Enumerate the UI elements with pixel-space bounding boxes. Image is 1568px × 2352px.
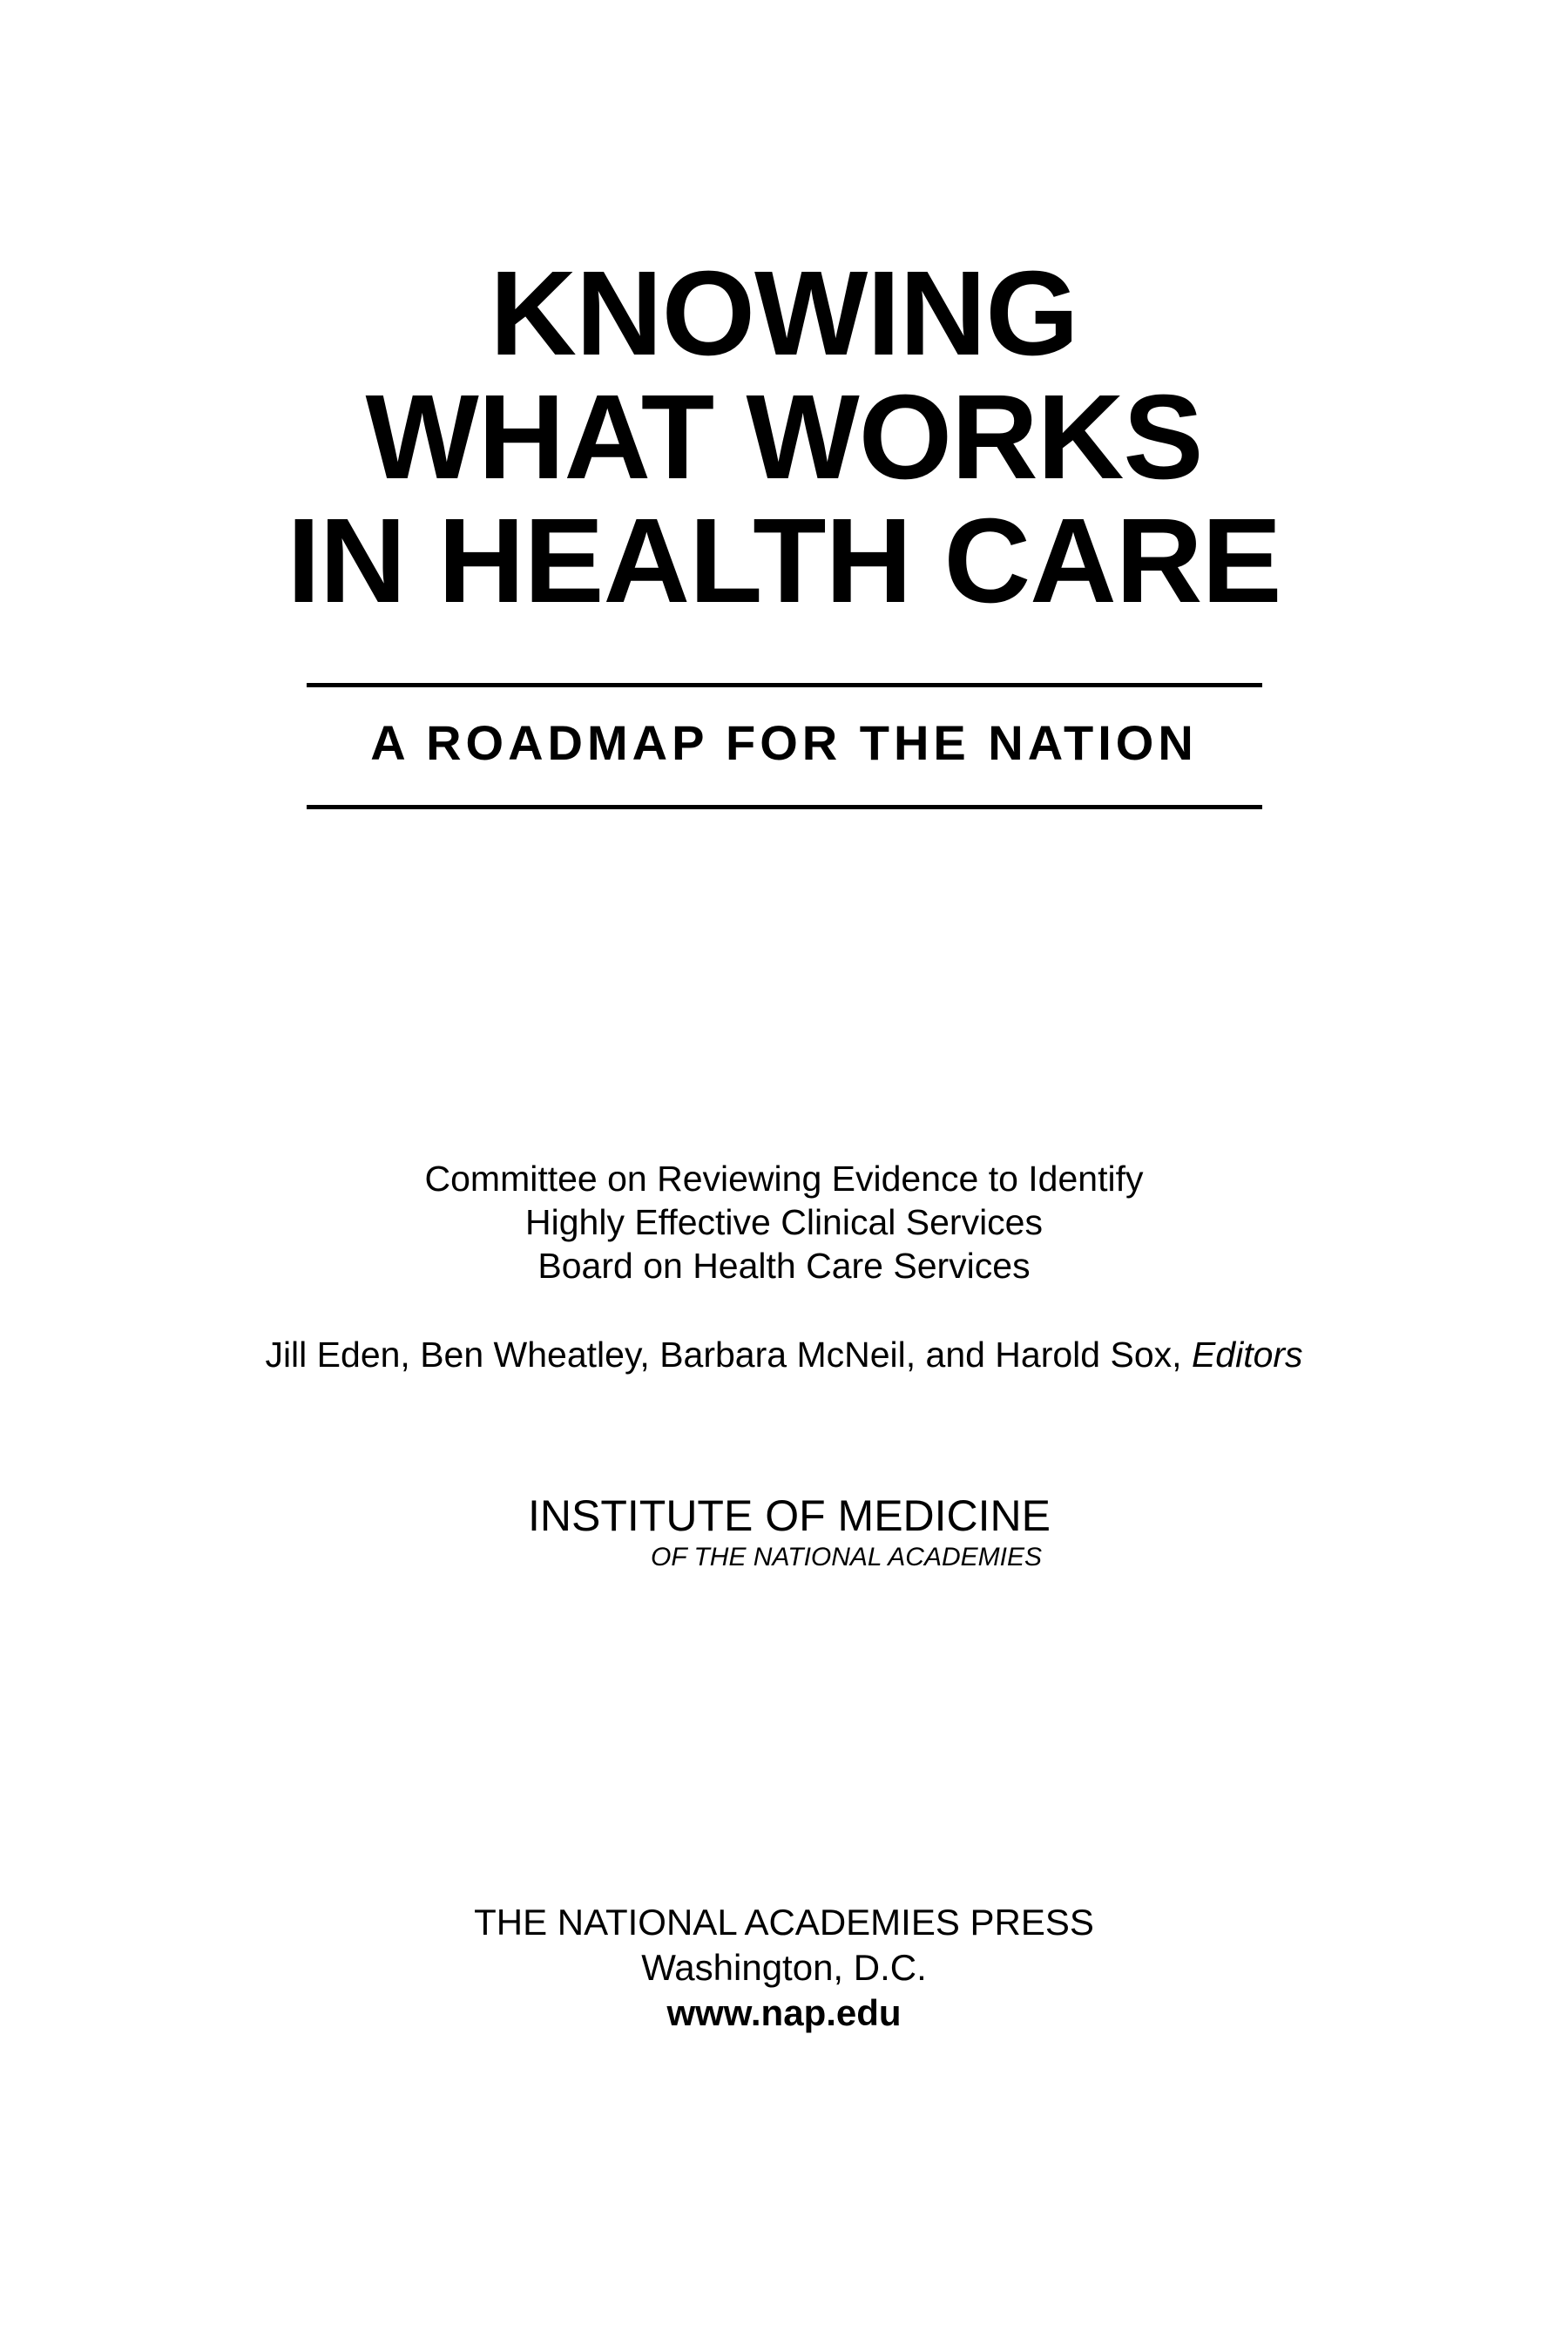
committee-line-1: Committee on Reviewing Evidence to Identify — [424, 1159, 1144, 1199]
publisher-location: Washington, D.C. — [641, 1947, 927, 1988]
institute-name: INSTITUTE OF MEDICINE — [528, 1491, 1051, 1540]
book-subtitle: A ROADMAP FOR THE NATION — [370, 715, 1198, 770]
committee-line-2: Highly Effective Clinical Services — [525, 1202, 1043, 1242]
editors-line — [0, 1333, 1568, 1376]
institute-block — [528, 1490, 1051, 1573]
publisher-url[interactable]: www.nap.edu — [666, 1992, 902, 2033]
bottom-rule — [307, 805, 1262, 809]
publisher-name: THE NATIONAL ACADEMIES PRESS — [474, 1902, 1094, 1943]
editors-role: Editors — [1191, 1335, 1303, 1375]
book-title-line-2: WHAT WORKS — [365, 370, 1203, 504]
book-title-line-3: IN HEALTH CARE — [287, 494, 1281, 628]
book-title-line-1: KNOWING — [490, 247, 1078, 381]
committee-line-3: Board on Health Care Services — [537, 1246, 1031, 1286]
institute-subname: OF THE NATIONAL ACADEMIES — [651, 1543, 1042, 1571]
editor-names: Jill Eden, Ben Wheatley, Barbara McNeil, and Harold Sox, — [265, 1335, 1182, 1375]
top-rule — [307, 683, 1262, 687]
